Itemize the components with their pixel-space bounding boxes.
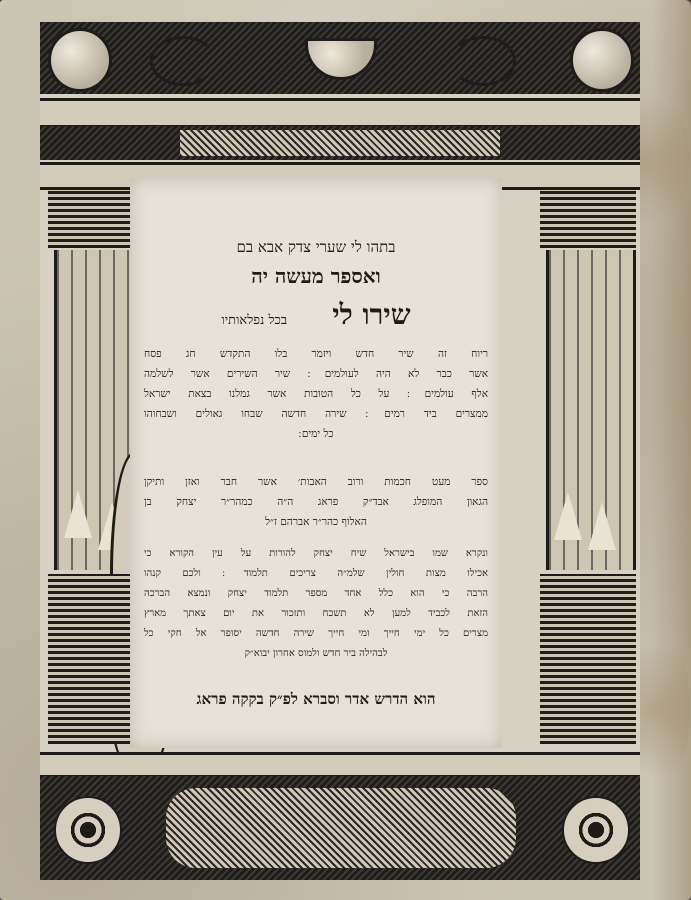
right-column-capital [540, 190, 636, 248]
left-flame-ornament [64, 490, 92, 538]
paragraph-1-line: ממצרים ביד רמים ׃ שירה חדשה שבחו גאולים ושבחוהו [144, 408, 488, 420]
paragraph-2-line: ספר מעט חכמות ורוב האבות׳ אשר חבר ואזן ותיקן [144, 476, 488, 488]
paragraph-1-line: ריוח זה שיר חדש ויזמר בלו התקדש חג פסח [144, 348, 488, 360]
paragraph-3-line: ונקרא שמו בישראל שיח יצחק להורות על עין הקורא כי [144, 548, 488, 559]
right-flame-ornament [588, 502, 616, 550]
left-orb-ornament [48, 28, 112, 92]
paragraph-3-line: לבהילה ביר חדש ולמוס אחרון יבוא״ק [244, 648, 388, 659]
right-rosette-ornament [562, 796, 630, 864]
right-orb-ornament [570, 28, 634, 92]
paragraph-1-line: כל ימים ׃ [298, 428, 334, 440]
frieze-vine-ornament [180, 130, 500, 156]
imprint-line: הוא הדרש אדר וסברא לפ״ק בקקה פראג [196, 690, 436, 708]
paragraph-3-line: הזאת לכביד למען לא תשכח ותזכור את יום צאתך מארץ [144, 608, 488, 619]
title-line-3 [144, 298, 488, 334]
title-line-1: בתהו לי שערי צדק אבא בם [236, 238, 396, 256]
paragraph-1-line: אשר כבר לא היה לעולמים ׃ שיר השירים אשר לשלמה [144, 368, 488, 380]
paragraph-3-line: אכילו מצות חולין שלמ״ה צריכים תלמוד ׃ ולכם קנהו [144, 568, 488, 579]
right-column-base [540, 574, 636, 744]
bottom-ledge [40, 752, 640, 778]
title-line-2: ואספר מעשה יה [251, 264, 381, 288]
right-flame-ornament [554, 492, 582, 540]
top-cornice [40, 98, 640, 128]
title-text-panel [130, 178, 502, 748]
left-rosette-ornament [54, 796, 122, 864]
acanthus-scroll-ornament [450, 36, 516, 86]
paragraph-2-line: הגאון המופלג אבד״ק פראג ה״ה כמהר״ר יצחק בן [144, 496, 488, 508]
paragraph-1-line: אלף עולמים ׃ על כל הטובות אשר גמלנו בצאת ישראל [144, 388, 488, 400]
acanthus-scroll-ornament [150, 36, 216, 86]
paragraph-3-line: הרבה כי הוא כלל אחד מספר תלמוד יצחק ונמצא הברכה [144, 588, 488, 599]
bottom-scroll-ornament [166, 788, 516, 868]
paragraph-2-line: האלוף כהר״ר אברהם ז״ל [265, 516, 367, 528]
title-line-3-prefix: שירו לי [332, 298, 411, 331]
title-line-3-suffix: בכל נפלאותיו [221, 313, 288, 328]
paragraph-3-line: מצרים כל ימי חייך ומי חייך שירה חדשה יסופר אל חקי כל [144, 628, 488, 639]
